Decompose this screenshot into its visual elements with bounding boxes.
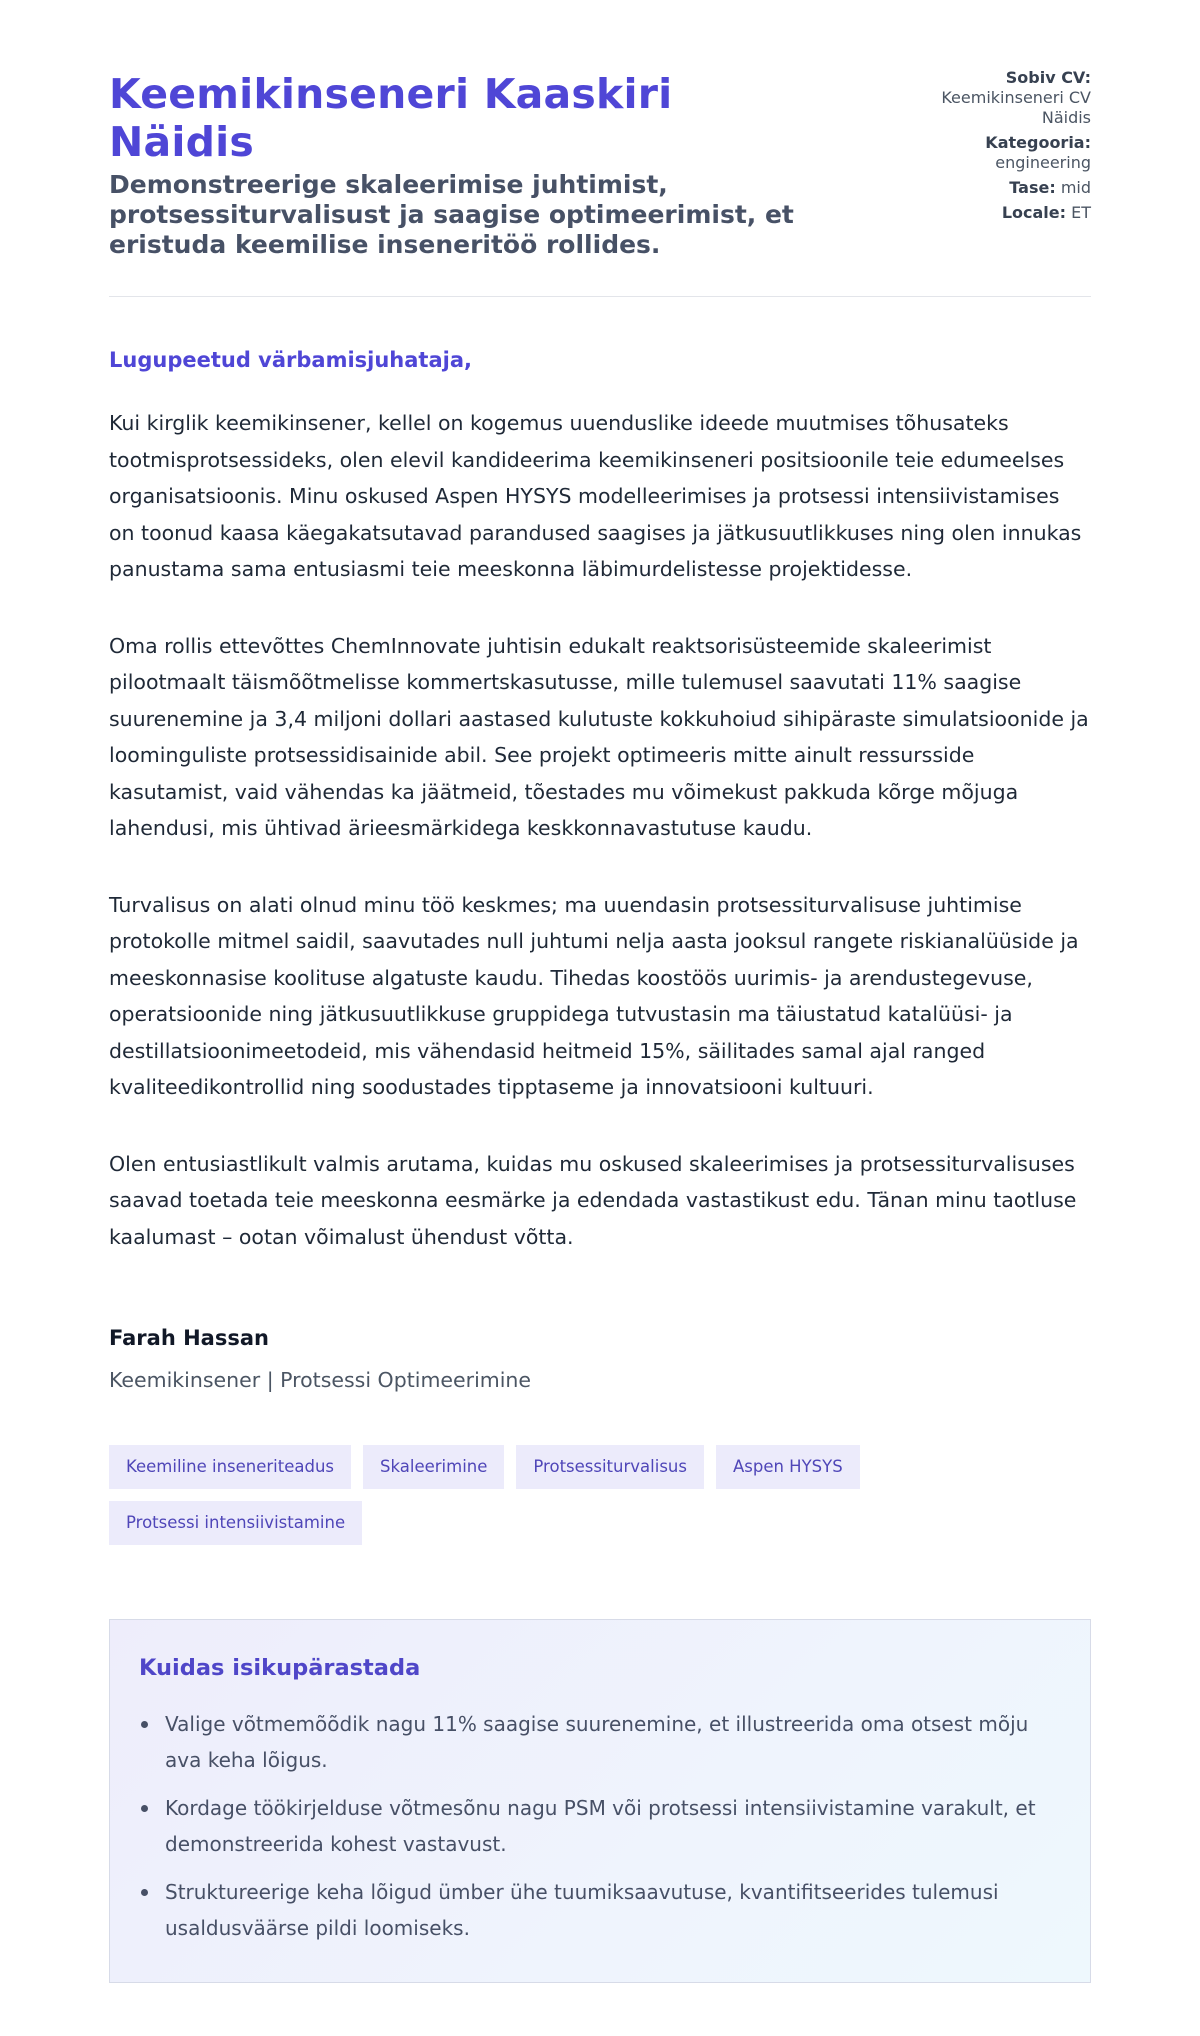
- meta-level-value: mid: [1060, 178, 1091, 197]
- page-header: [109, 70, 1091, 297]
- personalize-tips-box: [109, 1619, 1091, 1983]
- tip-item: [165, 1874, 1061, 1946]
- meta-locale-value: ET: [1071, 203, 1091, 222]
- page-title: Keemikinseneri Kaaskiri Näidis: [109, 70, 673, 166]
- keyword-tag: Keemiline inseneriteadus: [109, 1445, 351, 1489]
- page-subtitle: Demonstreerige skaleerimise juhtimist, protsessiturvalisust ja saagise optimeerimist, et eristuda keemilise inseneritöö rollides.: [109, 170, 794, 259]
- meta-panel: [891, 68, 1091, 228]
- bullet-icon: [141, 1721, 148, 1728]
- title-block: [109, 70, 829, 260]
- tip-text: Kordage töökirjelduse võtmesõnu nagu PSM või protsessi intensiivistamine varakult, et demonstreerida kohest vastavust.: [165, 1796, 1036, 1856]
- meta-category: [891, 133, 1091, 173]
- salutation: Lugupeetud värbamisjuhataja,: [109, 348, 472, 372]
- keyword-tag: Aspen HYSYS: [716, 1445, 860, 1489]
- signature-title: Keemikinsener | Protsessi Optimeerimine: [109, 1368, 532, 1392]
- keyword-tag: Protsessiturvalisus: [516, 1445, 704, 1489]
- meta-cv: [891, 68, 1091, 128]
- bullet-icon: [141, 1805, 148, 1812]
- meta-cv-label: Sobiv CV:: [1005, 68, 1091, 87]
- letter-paragraph: Olen entusiastlikult valmis arutama, kuidas mu oskused skaleerimises ja protsessiturvalisuses saavad toetada teie meeskonna eesmärke ja edendada vastastikust edu. Tänan minu taotluse kaalumast – ootan võimalust ühendust võtta.: [109, 1151, 1077, 1249]
- meta-cv-value: Keemikinseneri CV Näidis: [941, 88, 1091, 127]
- tip-item: [165, 1790, 1061, 1862]
- letter-paragraph: Turvalisus on alati olnud minu töö keskmes; ma uuendasin protsessiturvalisuse juhtimise protokolle mitmel saidil, saavutades null juhtumi nelja aasta jooksul rangete riskianalüüside ja meeskonnasise koolituse algatuste kaudu. Tihedas koostöös uurimis- ja arendustegevuse, operatsioonide ning jätkusuutlikkuse gruppidega tutvustasin ma täiustatud katalüüsi- ja destillatsioonimeetodeid, mis vähendasid heitmeid 15%, säilitades samal ajal ranged kvaliteedikontrollid ning soodustades tipptaseme ja innovatsiooni kultuuri.: [109, 892, 1079, 1099]
- meta-locale-label: Locale:: [1001, 203, 1067, 222]
- meta-level-label: Tase:: [1009, 178, 1056, 197]
- tip-text: Struktureerige keha lõigud ümber ühe tuumiksaavutuse, kvantifitseerides tulemusi usaldusväärse pildi loomiseks.: [165, 1880, 999, 1940]
- meta-locale: [891, 203, 1091, 223]
- signature-name: Farah Hassan: [109, 1326, 269, 1350]
- tips-title: Kuidas isikupärastada: [139, 1655, 421, 1681]
- tips-list: [139, 1706, 1061, 1946]
- tip-item: [165, 1706, 1061, 1778]
- keyword-tag: Skaleerimine: [363, 1445, 504, 1489]
- meta-category-value: engineering: [995, 153, 1091, 172]
- meta-category-label: Kategooria:: [985, 133, 1091, 152]
- meta-level: [891, 178, 1091, 198]
- keyword-tags: [109, 1445, 989, 1545]
- bullet-icon: [141, 1889, 148, 1896]
- signature-block: [109, 1325, 1091, 1393]
- letter-body: [109, 297, 1091, 1255]
- letter-paragraph: Kui kirglik keemikinsener, kellel on kogemus uuenduslike ideede muutmises tõhusateks tootmisprotsessideks, olen elevil kandideerima keemikinseneri positsioonile teie edumeelses organisatsioonis. Minu oskused Aspen HYSYS modelleerimises ja protsessi intensiivistamises on toonud kaasa käegakatsutavad parandused saagises ja jätkusuutlikkuses ning olen innukas panustama sama entusiasmi teie meeskonna läbimurdelistesse projektidesse.: [109, 411, 1082, 581]
- tip-text: Valige võtmemõõdik nagu 11% saagise suurenemine, et illustreerida oma otsest mõju ava keha lõigus.: [165, 1712, 1029, 1772]
- letter-paragraph: Oma rollis ettevõttes ChemInnovate juhtisin edukalt reaktsorisüsteemide skaleerimist pilootmaalt täismõõtmelisse kommertskasutusse, mille tulemusel saavutati 11% saagise suurenemine ja 3,4 miljoni dollari aastased kulutuste kokkuhoiud sihipäraste simulatsioonide ja loominguliste protsessidisainide abil. See projekt optimeeris mitte ainult ressursside kasutamist, vaid vähendas ka jäätmeid, tõestades mu võimekust pakkuda kõrge mõjuga lahendusi, mis ühtivad ärieesmärkidega keskkonnavastutuse kaudu.: [109, 633, 1089, 840]
- keyword-tag: Protsessi intensiivistamine: [109, 1501, 362, 1545]
